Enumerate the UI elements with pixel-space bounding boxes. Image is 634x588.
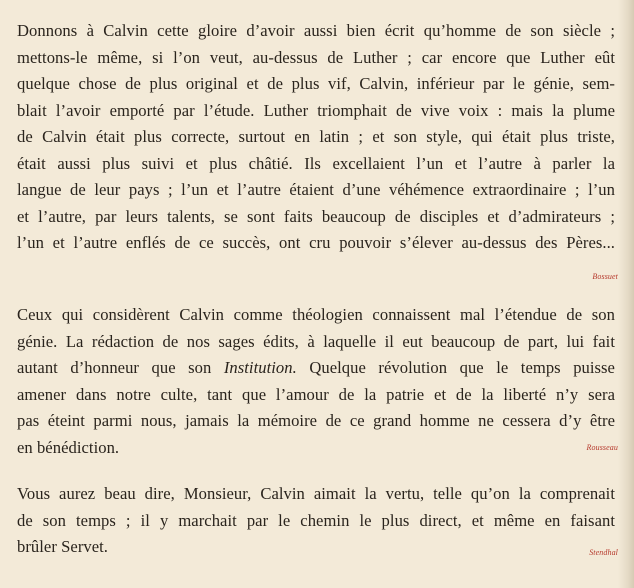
text-line xyxy=(17,355,615,382)
text-line: de son temps ; il y marchait par le chemin le plus direct, et même en faisant xyxy=(17,510,615,530)
quote-rousseau xyxy=(17,302,615,461)
text-line: quelque chose de plus original et de plus vif, Calvin, inférieur par le génie, sem- xyxy=(17,74,615,93)
text-line: pas éteint parmi nous, jamais la mémoire de ce grand homme ne cessera d’y être xyxy=(17,411,615,430)
attribution-rousseau: Rousseau xyxy=(586,443,618,452)
text-line: amener dans notre culte, tant que l’amour de la patrie et de la liberté n’y sera xyxy=(17,384,615,404)
text-line: brûler Servet. xyxy=(17,537,109,556)
text-line: l’un et l’autre enflés de ce succès, ont cru pouvoir s’élever au-dessus des Pères... xyxy=(17,233,615,252)
text-line: blait l’avoir emporté par l’étude. Luther triomphait de vive voix : mais la plume xyxy=(17,100,615,120)
book-title: Institution. xyxy=(223,358,297,377)
text-line: et l’autre, par leurs talents, se sont faits beaucoup de disciples et d’admirateurs ; xyxy=(17,206,615,226)
text-line: mettons-le même, si l’on veut, au-dessus de Luther ; car encore que Luther eût xyxy=(17,47,615,67)
text-line: langue de leur pays ; l’un et l’autre étaient d’une véhémence extraordinaire ; l’un xyxy=(17,180,615,199)
text-segment: autant d’honneur que son xyxy=(17,358,224,377)
text-line: de Calvin était plus correcte, surtout en latin ; et son style, qui était plus triste, xyxy=(17,127,615,146)
text-line: génie. La rédaction de nos sages édits, à laquelle il eut beaucoup de part, lui fait xyxy=(17,331,615,351)
text-line: Vous aurez beau dire, Monsieur, Calvin aimait la vertu, telle qu’on la comprenait xyxy=(17,484,615,503)
text-line: était aussi plus suivi et plus châtié. Ils excellaient l’un et l’autre à parler la xyxy=(17,153,615,173)
attribution-bossuet: Bossuet xyxy=(592,272,618,281)
attribution-stendhal: Stendhal xyxy=(589,548,618,557)
text-line: Donnons à Calvin cette gloire d’avoir aussi bien écrit qu’homme de son siècle ; xyxy=(17,21,615,40)
quote-stendhal xyxy=(17,481,615,561)
quote-bossuet xyxy=(17,18,615,257)
text-line: Ceux qui considèrent Calvin comme théologien connaissent mal l’étendue de son xyxy=(17,305,615,324)
text-segment: Quelque révolution que le temps puisse xyxy=(296,358,615,377)
text-line: en bénédiction. xyxy=(17,437,120,457)
